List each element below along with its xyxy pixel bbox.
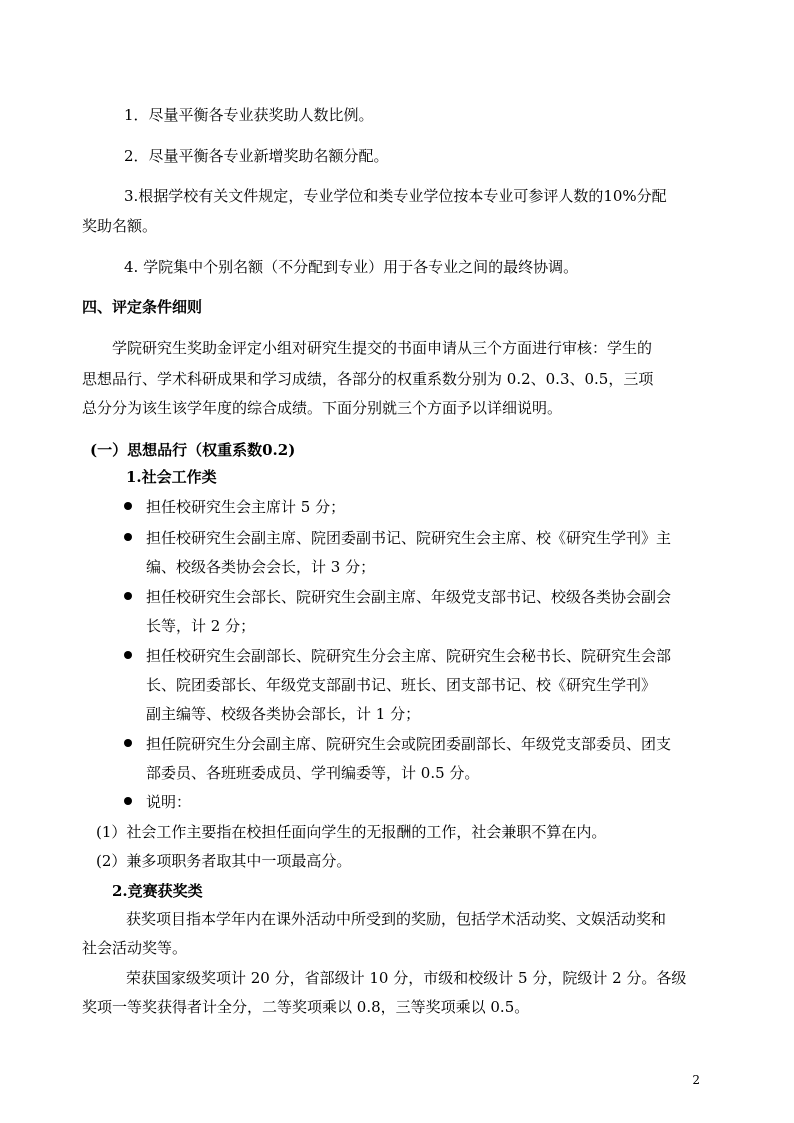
bullet-item: 担任校研究生会副部长、院研究生分会主席、院研究生会秘书长、院研究生会部 — [146, 647, 672, 665]
allocation-item-3-cont: 奖助名额。 — [82, 217, 158, 235]
allocation-item-1: 1．尽量平衡各专业获奖助人数比例。 — [124, 106, 374, 124]
allocation-item-4: 4. 学院集中个别名额（不分配到专业）用于各专业之间的最终协调。 — [124, 258, 579, 276]
intro-line-2: 思想品行、学术科研成果和学习成绩，各部分的权重系数分别为 0.2、0.3、0.5，三项 — [82, 370, 654, 388]
note-2: (2）兼多项职务者取其中一项最高分。 — [96, 852, 352, 870]
intro-line-1: 学院研究生奖助金评定小组对研究生提交的书面申请从三个方面进行审核：学生的 — [112, 339, 653, 357]
allocation-item-3: 3.根据学校有关文件规定，专业学位和类专业学位按本专业可参评人数的10%分配 — [124, 187, 667, 205]
bullet-item-cont: 编、校级各类协会会长，计 3 分； — [146, 558, 376, 576]
competition-line-3: 荣获国家级奖项计 20 分，省部级计 10 分，市级和校级计 5 分，院级计 2 分。各级 — [126, 969, 687, 987]
bullet-dot — [124, 502, 132, 510]
competition-line-1: 获奖项目指本学年内在课外活动中所受到的奖励，包括学术活动奖、文娱活动奖和 — [126, 910, 667, 928]
bullet-dot — [124, 533, 132, 541]
bullet-item: 担任校研究生会主席计 5 分； — [146, 498, 346, 516]
bullet-item: 担任校研究生会副主席、院团委副书记、院研究生会主席、校《研究生学刊》主 — [146, 529, 672, 547]
bullet-item-cont: 长、院团委部长、年级党支部副书记、班长、团支部书记、校《研究生学刊》 — [146, 676, 657, 694]
bullet-item-cont: 部委员、各班班委成员、学刊编委等，计 0.5 分。 — [146, 764, 480, 782]
bullet-item-cont: 副主编等、校级各类协会部长，计 1 分； — [146, 705, 421, 723]
bullet-item: 担任校研究生会部长、院研究生会副主席、年级党支部书记、校级各类协会副会 — [146, 588, 672, 606]
allocation-item-2: 2．尽量平衡各专业新增奖助名额分配。 — [124, 147, 389, 165]
bullet-item: 说明： — [146, 793, 192, 811]
page-number: 2 — [692, 1073, 700, 1087]
bullet-dot — [124, 739, 132, 747]
competition-line-4: 奖项一等奖获得者计全分，二等奖项乘以 0.8，三等奖项乘以 0.5。 — [82, 998, 530, 1016]
bullet-dot — [124, 797, 132, 805]
note-1: (1）社会工作主要指在校担任面向学生的无报酬的工作，社会兼职不算在内。 — [96, 823, 607, 841]
subsection-heading: (一）思想品行（权重系数0.2) — [90, 441, 296, 459]
bullet-item: 担任院研究生分会副主席、院研究生会或院团委副部长、年级党支部委员、团支 — [146, 735, 672, 753]
bullet-dot — [124, 651, 132, 659]
bullet-dot — [124, 592, 132, 600]
competition-title: 2.竞赛获奖类 — [112, 882, 203, 900]
intro-line-3: 总分分为该生该学年度的综合成绩。下面分别就三个方面予以详细说明。 — [82, 399, 563, 417]
competition-line-2: 社会活动奖等。 — [82, 939, 188, 957]
bullet-item-cont: 长等，计 2 分； — [146, 617, 256, 635]
social-work-title: 1.社会工作类 — [126, 468, 217, 486]
section-heading: 四、评定条件细则 — [82, 298, 203, 316]
